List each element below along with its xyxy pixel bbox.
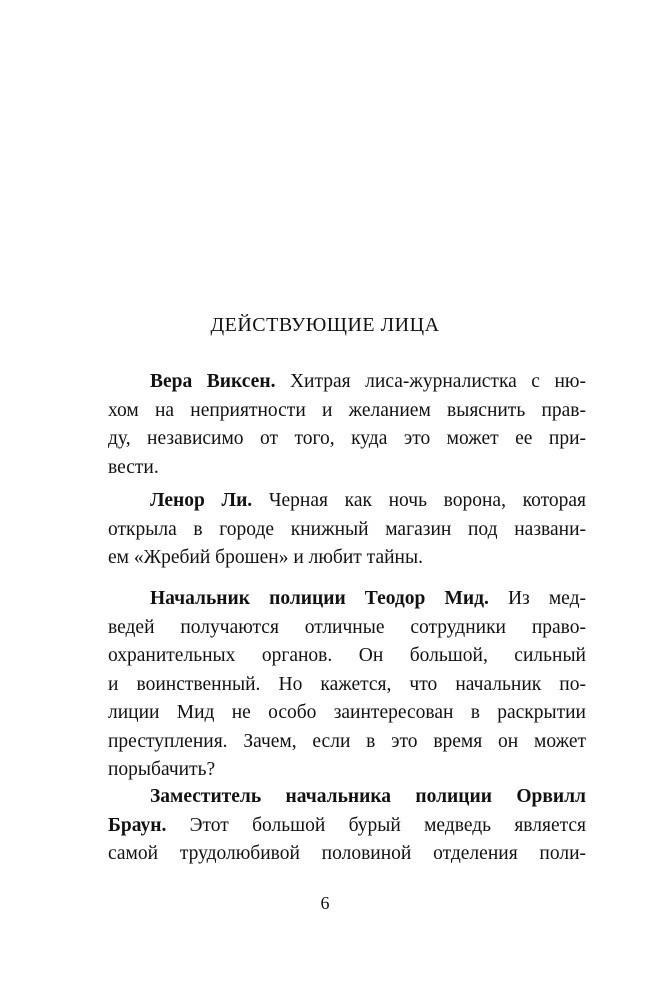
- character-entry-lenor: [108, 487, 586, 573]
- entry-line: ду, независимо от того, куда это может ее при-: [108, 428, 586, 449]
- entry-line: хом на неприятности и желанием выяснить прав-: [108, 399, 586, 421]
- entry-text: Черная как ночь ворона, которая: [252, 490, 586, 511]
- entry-line: [108, 585, 586, 614]
- entry-line: лиции Мид не особо заинтересован в раскрытии: [108, 702, 586, 723]
- entry-line: самой трудолюбивой половиной отделения поли-: [108, 843, 586, 864]
- entry-text: Из мед-: [488, 588, 586, 609]
- entry-line: ем «Жребий брошен» и любит тайны.: [108, 547, 423, 568]
- entry-line: вести.: [108, 456, 159, 478]
- entry-line: преступления. Зачем, если в это время он может: [108, 730, 586, 752]
- character-entry-brown: [108, 783, 586, 869]
- character-entry-mead: [108, 585, 586, 785]
- character-name-cont: Браун.: [108, 814, 167, 836]
- entry-line: открыла в городе книжный магазин под названи-: [108, 518, 586, 540]
- entry-line: ведей получаются отличные сотрудники право-: [108, 616, 586, 638]
- entry-text: Этот большой бурый медведь является: [166, 814, 586, 836]
- entry-line: [108, 368, 586, 397]
- entry-line: и воинственный. Но кажется, что начальник по-: [108, 673, 586, 695]
- character-name: Начальник полиции Теодор Мид.: [150, 588, 489, 609]
- character-name: Ленор Ли.: [150, 490, 253, 511]
- page-heading: ДЕЙСТВУЮЩИЕ ЛИЦА: [210, 314, 440, 336]
- entry-line: охранительных органов. Он большой, сильный: [108, 645, 586, 666]
- character-name: Вера Виксен.: [150, 371, 276, 392]
- entry-text: Хитрая лиса-журналистка с ню-: [275, 371, 586, 392]
- entry-line: [108, 487, 586, 516]
- page-number: 6: [320, 893, 330, 913]
- character-entry-vera: [108, 368, 586, 482]
- character-name: Заместитель начальника полиции Орвилл: [150, 786, 586, 807]
- entry-line: [108, 812, 586, 841]
- entry-line: порыбачить?: [108, 759, 216, 780]
